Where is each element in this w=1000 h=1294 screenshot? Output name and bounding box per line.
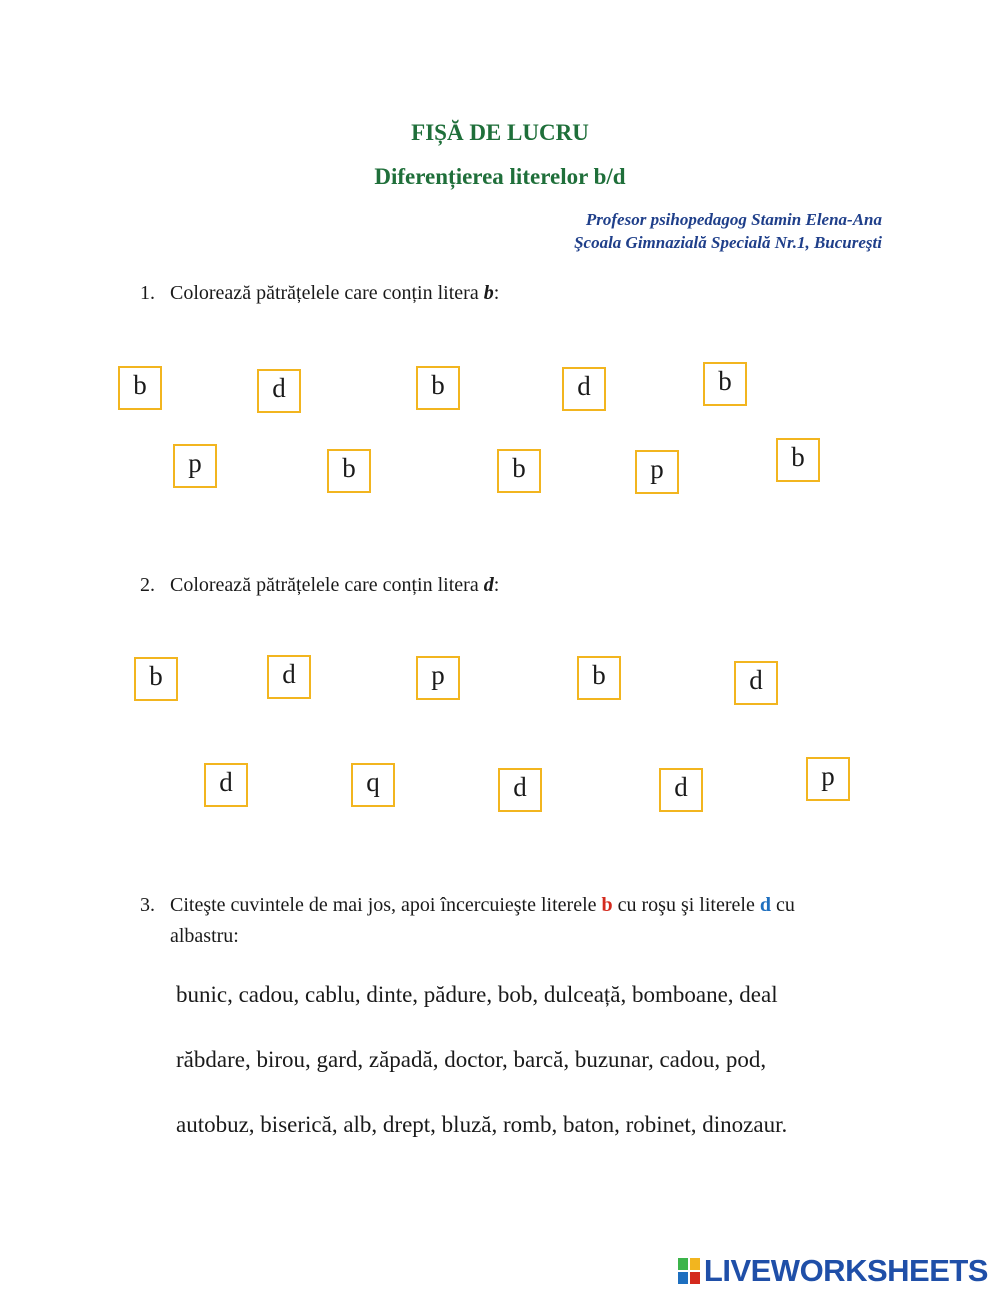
word-line[interactable]: bunic, cadou, cablu, dinte, pădure, bob, dulceață, bomboane, deal bbox=[176, 982, 778, 1007]
letter-box[interactable]: b bbox=[497, 449, 541, 493]
liveworksheets-logo-icon bbox=[678, 1258, 700, 1284]
letter-d-blue: d bbox=[759, 894, 771, 916]
letter-box[interactable]: b bbox=[416, 366, 460, 410]
letter-box[interactable]: d bbox=[734, 661, 778, 705]
letter-box[interactable]: d bbox=[204, 763, 248, 807]
task-number: 3. bbox=[140, 894, 155, 916]
letter-box[interactable]: q bbox=[351, 763, 395, 807]
word-line[interactable]: autobuz, biserică, alb, drept, bluză, romb, baton, robinet, dinozaur. bbox=[176, 1112, 788, 1137]
task-3-instruction: 3. Citeşte cuvintele de mai jos, apoi încercuieşte literele b cu roşu şi literele d cu bbox=[140, 894, 795, 916]
task-number: 2. bbox=[140, 574, 155, 596]
word-line[interactable]: răbdare, birou, gard, zăpadă, doctor, barcă, buzunar, cadou, pod, bbox=[176, 1047, 767, 1072]
letter-box[interactable]: b bbox=[776, 438, 820, 482]
worksheet-subtitle: Diferențierea literelor b/d bbox=[374, 164, 626, 189]
task-2-instruction: 2. Colorează pătrățelele care conțin litera d: bbox=[140, 574, 500, 596]
task-text: Colorează pătrățelele care conțin litera bbox=[170, 282, 484, 304]
target-letter: b bbox=[483, 282, 494, 304]
target-letter: d bbox=[483, 574, 494, 596]
letter-box[interactable]: b bbox=[703, 362, 747, 406]
letter-box[interactable]: d bbox=[498, 768, 542, 812]
letter-box[interactable]: d bbox=[659, 768, 703, 812]
letter-box[interactable]: b bbox=[577, 656, 621, 700]
task-3-instruction-line2: albastru: bbox=[170, 925, 239, 947]
letter-box[interactable]: p bbox=[806, 757, 850, 801]
school-name: Şcoala Gimnazială Specială Nr.1, Bucureşti bbox=[574, 233, 882, 252]
letter-box[interactable]: p bbox=[635, 450, 679, 494]
letter-box[interactable]: p bbox=[416, 656, 460, 700]
letter-box[interactable]: b bbox=[118, 366, 162, 410]
task-text: Colorează pătrățelele care conțin litera bbox=[170, 574, 484, 596]
letter-box[interactable]: d bbox=[257, 369, 301, 413]
letter-box[interactable]: p bbox=[173, 444, 217, 488]
worksheet-title: FIȘĂ DE LUCRU bbox=[411, 120, 589, 145]
logo-text: LIVEWORKSHEETS bbox=[703, 1253, 988, 1288]
task-1-instruction: 1. Colorează pătrățelele care conțin litera b: bbox=[140, 282, 500, 304]
letter-box[interactable]: b bbox=[327, 449, 371, 493]
letter-box[interactable]: d bbox=[267, 655, 311, 699]
letter-box[interactable]: b bbox=[134, 657, 178, 701]
task-number: 1. bbox=[140, 282, 155, 304]
liveworksheets-logo bbox=[678, 1253, 988, 1289]
letter-box[interactable]: d bbox=[562, 367, 606, 411]
letter-b-red: b bbox=[601, 894, 613, 916]
author-name: Profesor psihopedagog Stamin Elena-Ana bbox=[585, 210, 882, 229]
